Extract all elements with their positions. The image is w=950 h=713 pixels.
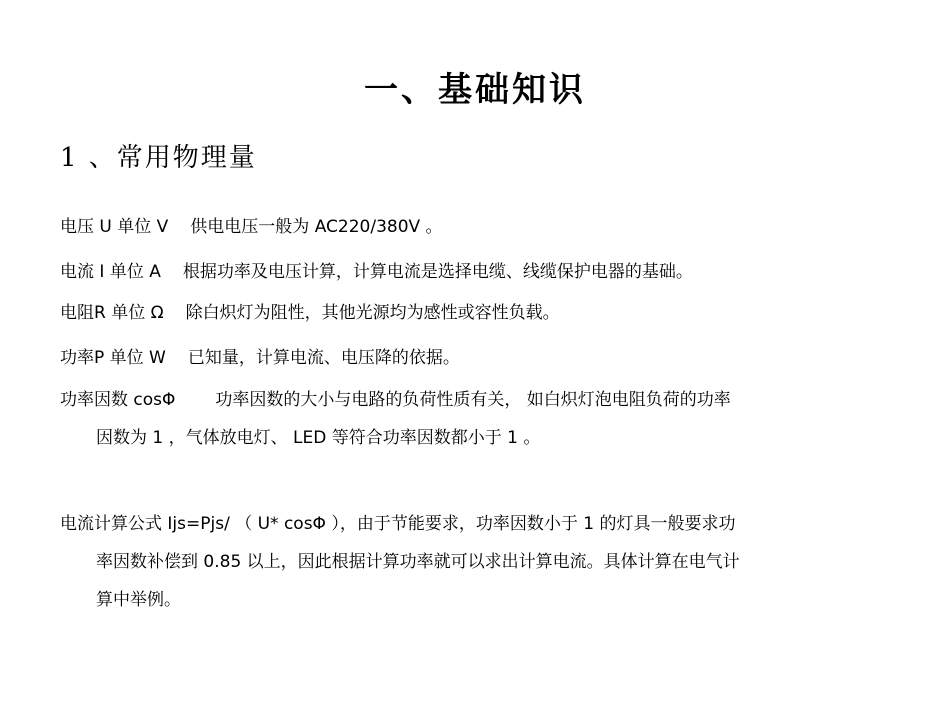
section-heading: 1 、常用物理量 <box>60 143 257 173</box>
item-power-factor <box>60 381 900 457</box>
item-description-line2: 因数为 1 ，气体放电灯、 LED 等符合功率因数都小于 1 。 <box>96 428 541 448</box>
formula-line1: 电流计算公式 Ijs=Pjs/ （ U* cosΦ ），由于节能要求，功率因数小于 1 的灯具一般要求功 <box>60 514 736 534</box>
item-term: 电阻R 单位 Ω <box>60 303 164 323</box>
item-voltage <box>60 208 900 246</box>
item-description: 供电电压一般为 AC220/380V 。 <box>190 217 443 237</box>
current-formula-paragraph <box>60 505 900 619</box>
page-title: 一、基础知识 <box>364 70 586 110</box>
item-term: 电流 I 单位 A <box>60 262 161 282</box>
item-term: 电压 U 单位 V <box>60 217 169 237</box>
item-description: 除白炽灯为阻性，其他光源均为感性或容性负载。 <box>185 303 560 323</box>
item-resistance <box>60 294 900 332</box>
item-description: 已知量，计算电流、电压降的依据。 <box>187 348 460 368</box>
item-term: 功率因数 cosΦ <box>60 390 176 410</box>
item-power <box>60 339 900 377</box>
item-description: 根据功率及电压计算，计算电流是选择电缆、线缆保护电器的基础。 <box>182 262 693 282</box>
formula-line3: 算中举例。 <box>96 590 181 610</box>
formula-line2: 率因数补偿到 0.85 以上，因此根据计算功率就可以求出计算电流。具体计算在电气计 <box>96 552 740 572</box>
item-current <box>60 253 900 291</box>
item-term: 功率P 单位 W <box>60 348 166 368</box>
item-description-line1: 功率因数的大小与电路的负荷性质有关， 如白炽灯泡电阻负荷的功率 <box>215 390 731 410</box>
